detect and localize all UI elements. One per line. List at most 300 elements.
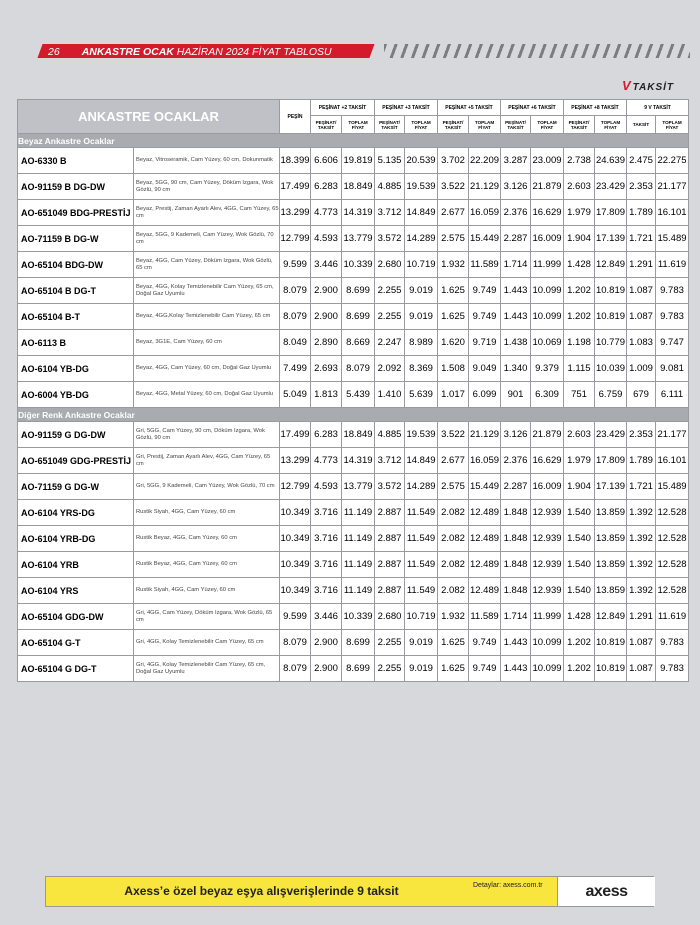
product-code: AO-71159 G DG-W — [18, 474, 134, 500]
price-cell: 1.904 — [564, 474, 595, 500]
price-cell: 21.879 — [531, 174, 564, 200]
price-cell: 1.813 — [311, 382, 342, 408]
price-cell: 2.092 — [375, 356, 405, 382]
price-cell: 13.779 — [342, 474, 375, 500]
price-cell: 1.721 — [627, 226, 656, 252]
section-title: Diğer Renk Ankastre Ocaklar — [18, 408, 689, 422]
price-cell: 2.255 — [375, 656, 405, 682]
price-cell: 12.528 — [656, 500, 689, 526]
price-cell: 6.309 — [531, 382, 564, 408]
sub-header-toplam: TOPLAM FİYAT — [595, 116, 627, 134]
price-cell: 1.443 — [501, 656, 531, 682]
price-cell: 14.849 — [405, 200, 438, 226]
product-code: AO-651049 GDG-PRESTİJ — [18, 448, 134, 474]
price-cell: 10.779 — [595, 330, 627, 356]
table-row — [18, 200, 689, 226]
price-cell: 1.540 — [564, 552, 595, 578]
price-cell: 3.287 — [501, 148, 531, 174]
axess-logo: axess — [557, 877, 655, 906]
price-cell: 21.177 — [656, 174, 689, 200]
price-cell: 23.429 — [595, 422, 627, 448]
price-cell: 1.625 — [438, 278, 469, 304]
price-cell: 2.603 — [564, 174, 595, 200]
price-cell: 2.680 — [375, 252, 405, 278]
price-cell: 12.528 — [656, 578, 689, 604]
product-description: Beyaz, 4GG,Kolay Temizlenebilir Cam Yüzey, 65 cm — [134, 304, 280, 330]
price-cell: 1.392 — [627, 578, 656, 604]
price-cell: 1.848 — [501, 500, 531, 526]
price-cell: 1.291 — [627, 604, 656, 630]
table-row — [18, 604, 689, 630]
price-cell: 22.275 — [656, 148, 689, 174]
price-cell: 9.783 — [656, 278, 689, 304]
price-cell: 2.900 — [311, 304, 342, 330]
price-cell: 2.887 — [375, 552, 405, 578]
price-cell: 9.599 — [280, 252, 311, 278]
table-row — [18, 382, 689, 408]
price-cell: 21.879 — [531, 422, 564, 448]
price-cell: 1.438 — [501, 330, 531, 356]
price-cell: 3.712 — [375, 448, 405, 474]
sub-header-taksit: TAKSİT — [627, 116, 656, 134]
price-cell: 2.677 — [438, 200, 469, 226]
group-header: PEŞİNAT +6 TAKSİT — [501, 100, 564, 116]
price-cell: 14.319 — [342, 200, 375, 226]
price-cell: 1.625 — [438, 656, 469, 682]
price-cell: 8.079 — [280, 630, 311, 656]
page-number: 26 — [48, 46, 60, 58]
group-header: 9 V TAKSİT — [627, 100, 689, 116]
table-row — [18, 448, 689, 474]
price-cell: 3.716 — [311, 500, 342, 526]
price-cell: 3.712 — [375, 200, 405, 226]
price-cell: 8.079 — [280, 304, 311, 330]
price-cell: 10.349 — [280, 552, 311, 578]
price-cell: 5.049 — [280, 382, 311, 408]
price-cell: 8.079 — [280, 278, 311, 304]
price-cell: 1.202 — [564, 656, 595, 682]
price-cell: 16.629 — [531, 200, 564, 226]
taksit-logo-text: TAKSİT — [632, 82, 675, 93]
price-cell: 4.593 — [311, 226, 342, 252]
price-cell: 6.099 — [469, 382, 501, 408]
price-cell: 12.799 — [280, 474, 311, 500]
price-cell: 1.789 — [627, 448, 656, 474]
price-cell: 2.900 — [311, 278, 342, 304]
price-cell: 6.606 — [311, 148, 342, 174]
price-cell: 14.289 — [405, 226, 438, 252]
price-cell: 1.848 — [501, 578, 531, 604]
table-row — [18, 474, 689, 500]
price-cell: 9.783 — [656, 304, 689, 330]
price-cell: 18.849 — [342, 422, 375, 448]
price-cell: 9.749 — [469, 630, 501, 656]
sub-header-toplam: TOPLAM FİYAT — [469, 116, 501, 134]
price-cell: 8.669 — [342, 330, 375, 356]
product-code: AO-6104 YRB — [18, 552, 134, 578]
price-cell: 11.549 — [405, 526, 438, 552]
price-cell: 15.449 — [469, 474, 501, 500]
price-cell: 1.714 — [501, 604, 531, 630]
price-cell: 10.099 — [531, 630, 564, 656]
price-cell: 12.939 — [531, 552, 564, 578]
sub-header-pesinat: PEŞİNAT/ TAKSİT — [375, 116, 405, 134]
price-cell: 13.859 — [595, 552, 627, 578]
price-cell: 18.399 — [280, 148, 311, 174]
product-code: AO-6104 YRS-DG — [18, 500, 134, 526]
price-cell: 2.887 — [375, 500, 405, 526]
product-description: Beyaz, 4GG, Cam Yüzey, Döküm Izgara, Wok Gözlü, 65 cm — [134, 252, 280, 278]
price-cell: 2.575 — [438, 226, 469, 252]
product-description: Rustik Beyaz, 4GG, Cam Yüzey, 60 cm — [134, 526, 280, 552]
table-row — [18, 422, 689, 448]
price-cell: 16.059 — [469, 448, 501, 474]
table-row — [18, 526, 689, 552]
price-cell: 13.779 — [342, 226, 375, 252]
price-cell: 2.353 — [627, 422, 656, 448]
product-code: AO-6104 YRS — [18, 578, 134, 604]
price-cell: 9.783 — [656, 656, 689, 682]
price-cell: 2.738 — [564, 148, 595, 174]
table-title: ANKASTRE OCAKLAR — [18, 100, 280, 134]
table-row — [18, 148, 689, 174]
sub-header-pesinat: PEŞİNAT/ TAKSİT — [564, 116, 595, 134]
price-cell: 9.749 — [469, 278, 501, 304]
price-cell: 8.369 — [405, 356, 438, 382]
price-cell: 12.939 — [531, 526, 564, 552]
price-cell: 9.783 — [656, 630, 689, 656]
price-cell: 21.177 — [656, 422, 689, 448]
section-title: Beyaz Ankastre Ocaklar — [18, 134, 689, 148]
price-cell: 13.859 — [595, 526, 627, 552]
price-cell: 8.989 — [405, 330, 438, 356]
product-description: Beyaz, Vitroseramik, Cam Yüzey, 60 cm, Dokunmatik — [134, 148, 280, 174]
price-cell: 9.019 — [405, 304, 438, 330]
price-cell: 15.489 — [656, 474, 689, 500]
price-cell: 10.339 — [342, 252, 375, 278]
price-cell: 901 — [501, 382, 531, 408]
table-row — [18, 356, 689, 382]
price-cell: 21.129 — [469, 174, 501, 200]
price-cell: 1.291 — [627, 252, 656, 278]
price-cell: 1.340 — [501, 356, 531, 382]
price-cell: 3.572 — [375, 226, 405, 252]
price-cell: 5.639 — [405, 382, 438, 408]
sub-header-toplam: TOPLAM FİYAT — [342, 116, 375, 134]
product-code: AO-6330 B — [18, 148, 134, 174]
price-cell: 12.528 — [656, 526, 689, 552]
product-description: Rustik Siyah, 4GG, Cam Yüzey, 60 cm — [134, 578, 280, 604]
price-cell: 1.202 — [564, 630, 595, 656]
price-cell: 1.443 — [501, 630, 531, 656]
price-cell: 1.087 — [627, 656, 656, 682]
price-cell: 6.759 — [595, 382, 627, 408]
product-code: AO-65104 G DG-T — [18, 656, 134, 682]
price-cell: 1.848 — [501, 552, 531, 578]
price-cell: 17.499 — [280, 422, 311, 448]
v-logo-icon: V — [622, 78, 632, 93]
price-cell: 20.539 — [405, 148, 438, 174]
price-cell: 24.639 — [595, 148, 627, 174]
price-cell: 8.699 — [342, 278, 375, 304]
price-cell: 17.139 — [595, 226, 627, 252]
product-code: AO-651049 BDG-PRESTİJ — [18, 200, 134, 226]
taksit-logo — [622, 79, 674, 93]
product-description: Beyaz, Prestij, Zaman Ayarlı Alev, 4GG, Cam Yüzey, 65 cm — [134, 200, 280, 226]
price-cell: 18.849 — [342, 174, 375, 200]
table-body — [18, 134, 689, 682]
price-cell: 12.849 — [595, 604, 627, 630]
product-description: Beyaz, 5GG, 9 Kademeli, Cam Yüzey, Wok Gözlü, 70 cm — [134, 226, 280, 252]
group-header: PEŞİNAT +3 TAKSİT — [375, 100, 438, 116]
price-cell: 12.849 — [595, 252, 627, 278]
price-cell: 2.255 — [375, 278, 405, 304]
price-cell: 6.283 — [311, 174, 342, 200]
price-cell: 1.392 — [627, 552, 656, 578]
price-cell: 12.799 — [280, 226, 311, 252]
price-cell: 2.603 — [564, 422, 595, 448]
price-cell: 11.999 — [531, 252, 564, 278]
section-header-row — [18, 408, 689, 422]
price-cell: 1.392 — [627, 526, 656, 552]
price-cell: 1.625 — [438, 304, 469, 330]
price-cell: 15.449 — [469, 226, 501, 252]
product-code: AO-91159 B DG-DW — [18, 174, 134, 200]
price-cell: 9.379 — [531, 356, 564, 382]
price-cell: 1.115 — [564, 356, 595, 382]
price-cell: 11.619 — [656, 604, 689, 630]
price-cell: 2.680 — [375, 604, 405, 630]
price-cell: 19.819 — [342, 148, 375, 174]
price-cell: 1.540 — [564, 500, 595, 526]
price-cell: 1.625 — [438, 630, 469, 656]
price-cell: 1.979 — [564, 200, 595, 226]
price-cell: 1.540 — [564, 578, 595, 604]
product-description: Rustik Beyaz, 4GG, Cam Yüzey, 60 cm — [134, 552, 280, 578]
price-cell: 6.283 — [311, 422, 342, 448]
price-cell: 1.620 — [438, 330, 469, 356]
price-cell: 2.287 — [501, 226, 531, 252]
price-cell: 1.848 — [501, 526, 531, 552]
price-cell: 6.111 — [656, 382, 689, 408]
price-cell: 1.009 — [627, 356, 656, 382]
product-code: AO-6113 B — [18, 330, 134, 356]
price-cell: 1.392 — [627, 500, 656, 526]
price-cell: 2.376 — [501, 448, 531, 474]
price-cell: 14.849 — [405, 448, 438, 474]
table-row — [18, 552, 689, 578]
price-cell: 11.589 — [469, 252, 501, 278]
price-cell: 13.299 — [280, 200, 311, 226]
price-cell: 12.939 — [531, 500, 564, 526]
price-cell: 3.126 — [501, 174, 531, 200]
price-cell: 8.049 — [280, 330, 311, 356]
price-cell: 1.721 — [627, 474, 656, 500]
price-cell: 3.446 — [311, 252, 342, 278]
price-cell: 2.575 — [438, 474, 469, 500]
price-cell: 2.900 — [311, 656, 342, 682]
sub-header-pesinat: PEŞİNAT/ TAKSİT — [438, 116, 469, 134]
price-cell: 9.081 — [656, 356, 689, 382]
price-cell: 11.149 — [342, 500, 375, 526]
price-cell: 17.139 — [595, 474, 627, 500]
price-cell: 16.059 — [469, 200, 501, 226]
sub-header-toplam: TOPLAM FİYAT — [531, 116, 564, 134]
table-row — [18, 304, 689, 330]
price-cell: 1.540 — [564, 526, 595, 552]
price-table — [17, 99, 689, 682]
table-row — [18, 500, 689, 526]
price-cell: 3.716 — [311, 552, 342, 578]
price-cell: 10.039 — [595, 356, 627, 382]
price-cell: 11.149 — [342, 578, 375, 604]
price-cell: 2.475 — [627, 148, 656, 174]
price-cell: 1.508 — [438, 356, 469, 382]
price-cell: 9.749 — [469, 304, 501, 330]
price-cell: 22.209 — [469, 148, 501, 174]
table-row — [18, 630, 689, 656]
price-cell: 2.082 — [438, 500, 469, 526]
promo-banner — [45, 876, 654, 907]
product-code: AO-91159 G DG-DW — [18, 422, 134, 448]
price-cell: 17.809 — [595, 200, 627, 226]
price-cell: 1.428 — [564, 252, 595, 278]
price-cell: 12.489 — [469, 526, 501, 552]
price-cell: 2.890 — [311, 330, 342, 356]
price-cell: 2.693 — [311, 356, 342, 382]
sub-header-pesinat: PEŞİNAT/ TAKSİT — [501, 116, 531, 134]
price-cell: 17.809 — [595, 448, 627, 474]
product-code: AO-65104 BDG-DW — [18, 252, 134, 278]
product-description: Gri, 4GG, Kolay Temizlenebilir Cam Yüzey, 65 cm, Doğal Gaz Uyumlu — [134, 656, 280, 682]
price-cell: 2.900 — [311, 630, 342, 656]
price-cell: 1.904 — [564, 226, 595, 252]
product-description: Beyaz, 4GG, Metal Yüzey, 60 cm, Doğal Gaz Uyumlu — [134, 382, 280, 408]
price-cell: 8.079 — [280, 656, 311, 682]
price-cell: 1.714 — [501, 252, 531, 278]
price-cell: 1.017 — [438, 382, 469, 408]
product-code: AO-65104 B-T — [18, 304, 134, 330]
price-cell: 2.287 — [501, 474, 531, 500]
table-row — [18, 578, 689, 604]
product-description: Gri, Prestij, Zaman Ayarlı Alev, 4GG, Cam Yüzey, 65 cm — [134, 448, 280, 474]
price-cell: 3.126 — [501, 422, 531, 448]
price-cell: 10.719 — [405, 252, 438, 278]
price-cell: 19.539 — [405, 174, 438, 200]
price-cell: 11.619 — [656, 252, 689, 278]
header-stripes — [384, 44, 690, 58]
price-cell: 15.489 — [656, 226, 689, 252]
product-description: Beyaz, 3G1E, Cam Yüzey, 60 cm — [134, 330, 280, 356]
price-cell: 9.749 — [469, 656, 501, 682]
price-cell: 10.339 — [342, 604, 375, 630]
price-cell: 2.082 — [438, 526, 469, 552]
price-cell: 4.773 — [311, 200, 342, 226]
price-cell: 10.349 — [280, 500, 311, 526]
price-cell: 11.149 — [342, 526, 375, 552]
price-cell: 12.489 — [469, 500, 501, 526]
product-description: Beyaz, 5GG, 90 cm, Cam Yüzey, Döküm Izgara, Wok Gözlü, 90 cm — [134, 174, 280, 200]
price-cell: 16.009 — [531, 226, 564, 252]
price-cell: 4.773 — [311, 448, 342, 474]
price-cell: 9.719 — [469, 330, 501, 356]
price-cell: 14.289 — [405, 474, 438, 500]
group-header: PEŞİNAT +5 TAKSİT — [438, 100, 501, 116]
table-row — [18, 252, 689, 278]
price-cell: 2.677 — [438, 448, 469, 474]
price-cell: 9.019 — [405, 630, 438, 656]
product-description: Gri, 5GG, Cam Yüzey, 90 cm, Döküm Izgara, Wok Gözlü, 90 cm — [134, 422, 280, 448]
price-cell: 8.699 — [342, 304, 375, 330]
product-code: AO-65104 B DG-T — [18, 278, 134, 304]
table-row — [18, 174, 689, 200]
price-cell: 2.887 — [375, 578, 405, 604]
group-header: PEŞİNAT +2 TAKSİT — [311, 100, 375, 116]
banner-details: Detaylar: axess.com.tr — [473, 882, 543, 889]
product-description: Rustik Siyah, 4GG, Cam Yüzey, 60 cm — [134, 500, 280, 526]
price-cell: 8.079 — [342, 356, 375, 382]
price-cell: 16.629 — [531, 448, 564, 474]
price-cell: 16.009 — [531, 474, 564, 500]
price-cell: 16.101 — [656, 200, 689, 226]
product-description: Gri, 5GG, 9 Kademeli, Cam Yüzey, Wok Gözlü, 70 cm — [134, 474, 280, 500]
price-cell: 1.087 — [627, 304, 656, 330]
price-cell: 10.819 — [595, 278, 627, 304]
price-cell: 2.887 — [375, 526, 405, 552]
price-cell: 11.549 — [405, 552, 438, 578]
price-cell: 11.549 — [405, 578, 438, 604]
price-cell: 10.819 — [595, 304, 627, 330]
price-cell: 9.049 — [469, 356, 501, 382]
price-cell: 1.083 — [627, 330, 656, 356]
price-cell: 23.009 — [531, 148, 564, 174]
price-cell: 1.198 — [564, 330, 595, 356]
banner-text: Axess’e özel beyaz eşya alışverişlerinde 9 taksit — [124, 884, 399, 898]
price-cell: 3.446 — [311, 604, 342, 630]
price-cell: 12.939 — [531, 578, 564, 604]
product-code: AO-65104 G-T — [18, 630, 134, 656]
price-cell: 11.999 — [531, 604, 564, 630]
sub-header-toplam: TOPLAM FİYAT — [405, 116, 438, 134]
product-code: AO-65104 GDG-DW — [18, 604, 134, 630]
price-cell: 5.135 — [375, 148, 405, 174]
section-header-row — [18, 134, 689, 148]
price-cell: 751 — [564, 382, 595, 408]
price-cell: 2.082 — [438, 552, 469, 578]
product-code: AO-6104 YRB-DG — [18, 526, 134, 552]
price-cell: 2.247 — [375, 330, 405, 356]
page-header — [0, 44, 700, 62]
price-cell: 12.489 — [469, 578, 501, 604]
price-cell: 2.082 — [438, 578, 469, 604]
price-cell: 1.979 — [564, 448, 595, 474]
price-cell: 1.410 — [375, 382, 405, 408]
price-cell: 9.747 — [656, 330, 689, 356]
header-title-bold: ANKASTRE OCAK — [81, 46, 174, 58]
price-cell: 8.699 — [342, 656, 375, 682]
price-cell: 7.499 — [280, 356, 311, 382]
price-cell: 2.255 — [375, 304, 405, 330]
price-cell: 1.428 — [564, 604, 595, 630]
header-title — [48, 45, 332, 59]
price-cell: 1.087 — [627, 278, 656, 304]
price-cell: 9.599 — [280, 604, 311, 630]
sub-header-pesinat: PEŞİNAT/ TAKSİT — [311, 116, 342, 134]
price-cell: 13.299 — [280, 448, 311, 474]
price-cell: 11.589 — [469, 604, 501, 630]
product-code: AO-6004 YB-DG — [18, 382, 134, 408]
sub-header-toplam: TOPLAM FİYAT — [656, 116, 689, 134]
